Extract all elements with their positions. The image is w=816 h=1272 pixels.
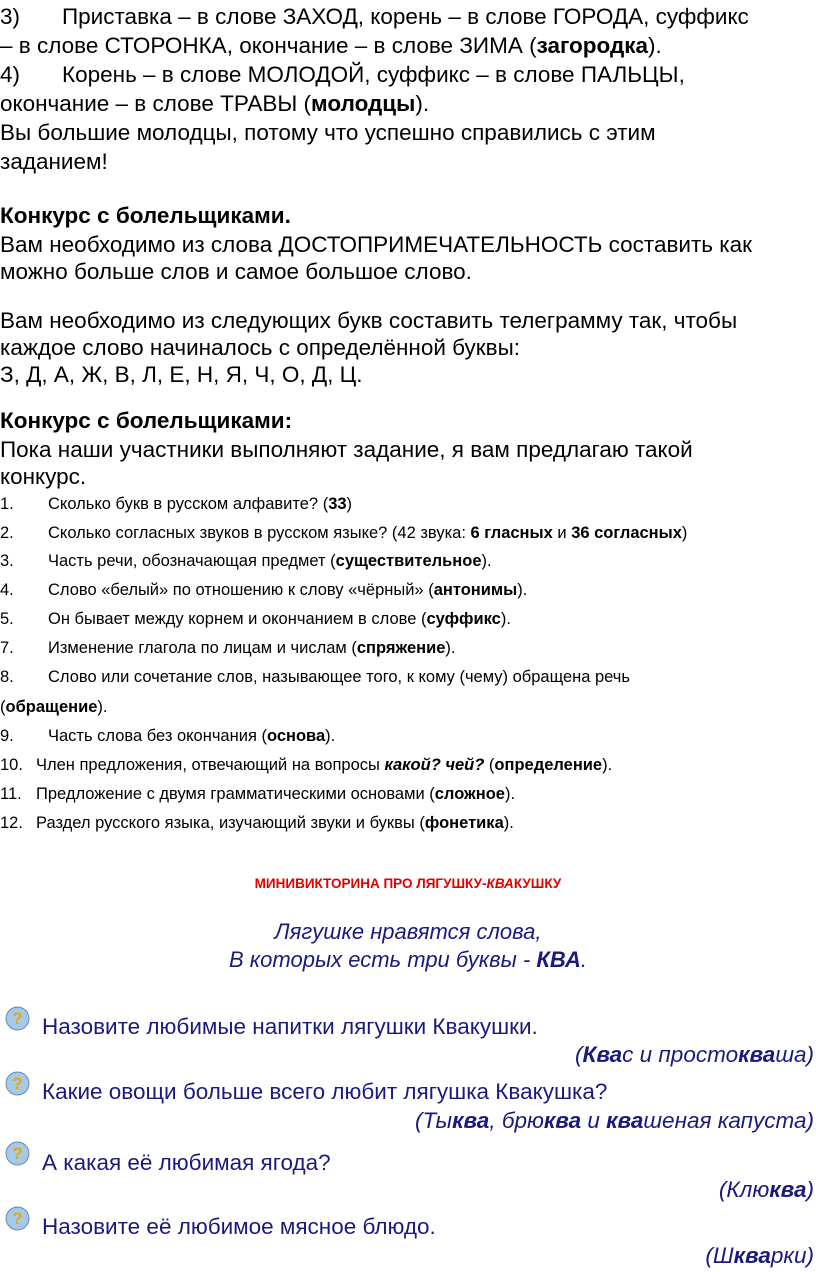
telegram-line2: каждое слово начиналось с определённой буквы: bbox=[0, 335, 521, 360]
poem-line1: Лягушке нравятся слова, bbox=[274, 919, 542, 944]
contest2-heading: Конкурс с болельщиками: bbox=[0, 408, 293, 433]
telegram-letters: З, Д, А, Ж, В, Л, Е, Н, Я, Ч, О, Д, Ц. bbox=[0, 362, 363, 387]
praise-line1: Вы большие молодцы, потому что успешно справились с этим bbox=[0, 120, 656, 145]
mini-answer-4: (Шкварки) bbox=[705, 1243, 814, 1268]
answer-4-line2: окончание – в слове ТРАВЫ (молодцы). bbox=[0, 91, 430, 116]
quiz-item-3: 3. Часть речи, обозначающая предмет (существительное). bbox=[0, 552, 492, 570]
mini-quiz-title: МИНИВИКТОРИНА ПРО ЛЯГУШКУ-КВАКУШКУ bbox=[254, 876, 562, 891]
quiz-item-10: 10. Член предложения, отвечающий на вопросы какой? чей? (определение). bbox=[0, 756, 613, 774]
quiz-item-7: 7. Изменение глагола по лицам и числам (спряжение). bbox=[0, 639, 456, 657]
svg-text:?: ? bbox=[12, 1144, 23, 1164]
telegram-line1: Вам необходимо из следующих букв составить телеграмму так, чтобы bbox=[0, 308, 738, 333]
quiz-item-4: 4. Слово «белый» по отношению к слову «чёрный» (антонимы). bbox=[0, 581, 528, 599]
mini-answer-1: (Квас и простокваша) bbox=[575, 1042, 814, 1067]
contest1-line2: можно больше слов и самое большое слово. bbox=[0, 259, 472, 284]
answer-3-line1: 3) Приставка – в слове ЗАХОД, корень – в слове ГОРОДА, суффикс bbox=[0, 4, 749, 29]
contest2-line2: конкурс. bbox=[0, 464, 87, 489]
mini-answer-2: (Тыква, брюква и квашеная капуста) bbox=[415, 1108, 814, 1133]
mini-question-2: Какие овощи больше всего любит лягушка Квакушка? bbox=[42, 1079, 608, 1104]
question-mark-icon bbox=[5, 1206, 30, 1231]
contest1-line1: Вам необходимо из слова ДОСТОПРИМЕЧАТЕЛЬНОСТЬ составить как bbox=[0, 232, 752, 257]
answer-3-line2: – в слове СТОРОНКА, окончание – в слове ЗИМА (загородка). bbox=[0, 33, 662, 58]
answer-4-line1: 4) Корень – в слове МОЛОДОЙ, суффикс – в слове ПАЛЬЦЫ, bbox=[0, 62, 685, 87]
question-mark-icon bbox=[5, 1071, 30, 1096]
svg-text:?: ? bbox=[12, 1009, 23, 1029]
quiz-item-9: 9. Часть слова без окончания (основа). bbox=[0, 727, 336, 745]
quiz-item-8-cont: (обращение). bbox=[0, 698, 108, 716]
mini-question-1: Назовите любимые напитки лягушки Квакушки. bbox=[42, 1014, 538, 1039]
svg-text:?: ? bbox=[12, 1209, 23, 1229]
poem-line2: В которых есть три буквы - КВА. bbox=[228, 947, 587, 972]
question-mark-icon bbox=[5, 1141, 30, 1166]
quiz-item-5: 5. Он бывает между корнем и окончанием в слове (суффикс). bbox=[0, 610, 511, 628]
svg-text:?: ? bbox=[12, 1074, 23, 1094]
quiz-item-2: 2. Сколько согласных звуков в русском языке? (42 звука: 6 гласных и 36 согласных) bbox=[0, 524, 688, 542]
quiz-item-1: 1. Сколько букв в русском алфавите? (33) bbox=[0, 495, 353, 513]
mini-answer-3: (Клюква) bbox=[718, 1177, 814, 1202]
question-mark-icon bbox=[5, 1006, 30, 1031]
quiz-item-11: 11. Предложение с двумя грамматическими основами (сложное). bbox=[0, 785, 516, 803]
quiz-item-8: 8. Слово или сочетание слов, называющее того, к кому (чему) обращена речь bbox=[0, 668, 631, 686]
praise-line2: заданием! bbox=[0, 149, 108, 174]
quiz-item-12: 12. Раздел русского языка, изучающий звуки и буквы (фонетика). bbox=[0, 814, 514, 832]
contest1-heading: Конкурс с болельщиками. bbox=[0, 203, 291, 228]
mini-question-4: Назовите её любимое мясное блюдо. bbox=[42, 1214, 436, 1239]
mini-question-3: А какая её любимая ягода? bbox=[42, 1150, 331, 1175]
answer-4-number: 4) bbox=[0, 62, 21, 87]
contest2-line1: Пока наши участники выполняют задание, я вам предлагаю такой bbox=[0, 437, 693, 462]
answer-3-number: 3) bbox=[0, 4, 21, 29]
